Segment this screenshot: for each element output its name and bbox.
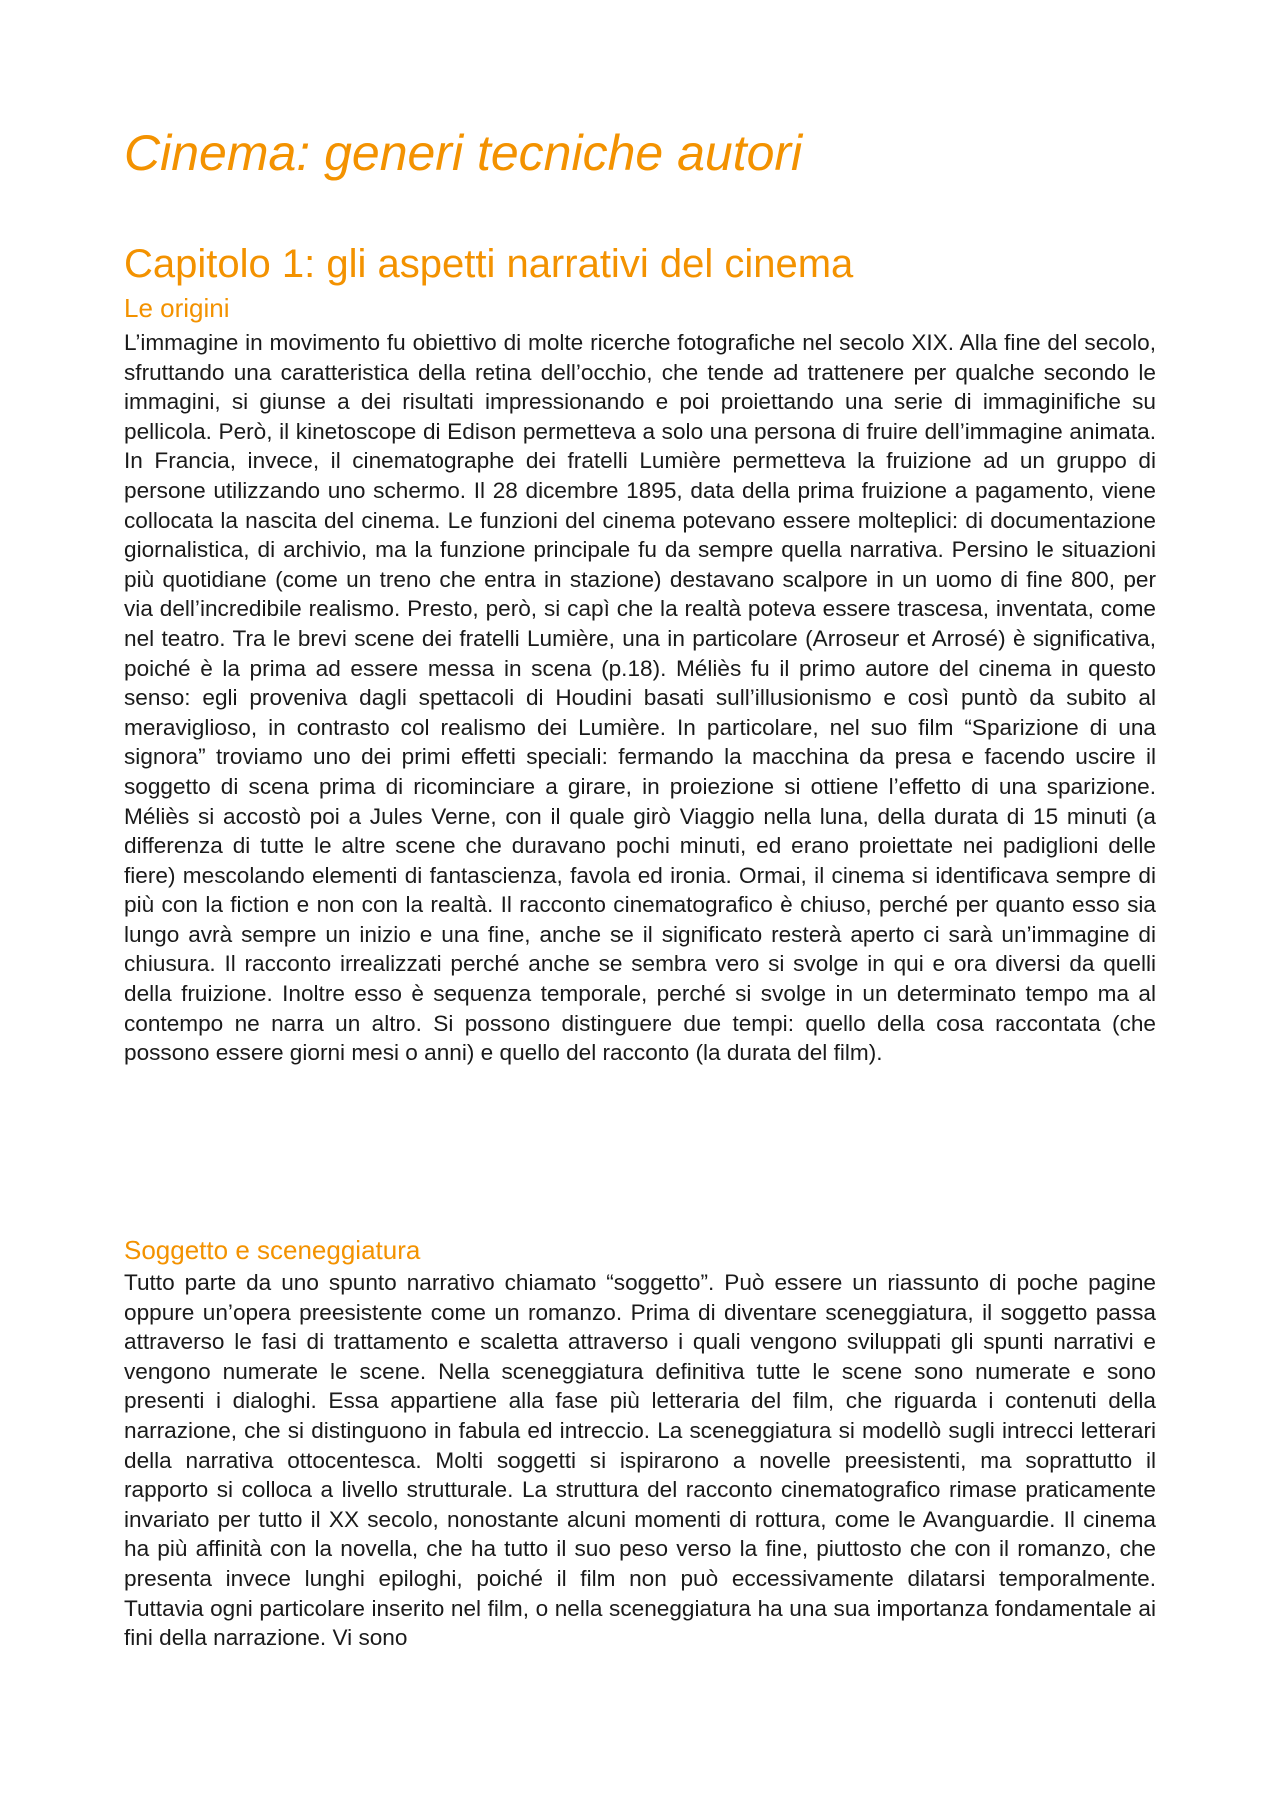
document-title: Cinema: generi tecniche autori [124,125,803,181]
section-heading-soggetto-e-sceneggiatura: Soggetto e sceneggiatura [124,1235,421,1265]
section-heading-le-origini: Le origini [124,293,230,323]
section-paragraph-soggetto-e-sceneggiatura: Tutto parte da uno spunto narrativo chiamato “soggetto”. Può essere un riassunto di poche pagine oppure un’opera preesistente come un romanzo. Prima di diventare sceneggiatura, il soggetto passa attraverso le fasi di trattamento e scaletta attraverso i quali vengono sviluppati gli spunti narrativi e vengono numerate le scene. Nella sceneggiatura definitiva tutte le scene sono numerate e sono presenti i dialoghi. Essa appartiene alla fase più letteraria del film, che riguarda i contenuti della narrazione, che si distinguono in fabula ed intreccio. La sceneggiatura si modellò sugli intrecci letterari della narrativa ottocentesca. Molti soggetti si ispirarono a novelle preesistenti, ma soprattutto il rapporto si colloca a livello strutturale. La struttura del racconto cinematografico rimase praticamente invariato per tutto il XX secolo, nonostante alcuni momenti di rottura, come le Avanguardie. Il cinema ha più affinità con la novella, che ha tutto il suo peso verso la fine, piuttosto che con il romanzo, che presenta invece lunghi epiloghi, poiché il film non può eccessivamente dilatarsi temporalmente. Tuttavia ogni particolare inserito nel film, o nella sceneggiatura ha una sua importanza fondamentale ai fini della narrazione. Vi sono [124,1270,1156,1651]
section-paragraph-le-origini: L’immagine in movimento fu obiettivo di molte ricerche fotografiche nel secolo XIX. Alla fine del secolo, sfruttando una caratteristica della retina dell’occhio, che tende ad trattenere per qualche secondo le immagini, si giunse a dei risultati impressionando e poi proiettando una serie di immaginifiche su pellicola. Però, il kinetoscope di Edison permetteva a solo una persona di fruire dell’immagine animata. In Francia, invece, il cinematographe dei fratelli Lumière permetteva la fruizione ad un gruppo di persone utilizzando uno schermo. Il 28 dicembre 1895, data della prima fruizione a pagamento, viene collocata la nascita del cinema. Le funzioni del cinema potevano essere molteplici: di documentazione giornalistica, di archivio, ma la funzione principale fu da sempre quella narrativa. Persino le situazioni più quotidiane (come un treno che entra in stazione) destavano scalpore in un uomo di fine 800, per via dell’incredibile realismo. Presto, però, si capì che la realtà poteva essere trascesa, inventata, come nel teatro. Tra le brevi scene dei fratelli Lumière, una in particolare (Arroseur et Arrosé) è significativa, poiché è la prima ad essere messa in scena (p.18). Méliès fu il primo autore del cinema in questo senso: egli proveniva dagli spettacoli di Houdini basati sull’illusionismo e così puntò da subito al meraviglioso, in contrasto col realismo dei Lumière. In particolare, nel suo film “Sparizione di una signora” troviamo uno dei primi effetti speciali: fermando la macchina da presa e facendo uscire il soggetto di scena prima di ricominciare a girare, in proiezione si ottiene l’effetto di una sparizione. Méliès si accostò poi a Jules Verne, con il quale girò Viaggio nella luna, della durata di 15 minuti (a differenza di tutte le altre scene che duravano pochi minuti, ed erano proiettate nei padiglioni delle fiere) mescolando elementi di fantascienza, favola ed ironia. Ormai, il cinema si identificava sempre di più con la fiction e non con la realtà. Il racconto cinematografico è chiuso, perché per quanto esso sia lungo avrà sempre un inizio e una fine, anche se il significato resterà aperto ci sarà un’immagine di chiusura. Il racconto irrealizzati perché anche se sembra vero si svolge in qui e ora diversi da quelli della fruizione. Inoltre esso è sequenza temporale, perché si svolge in un determinato tempo ma al contempo ne narra un altro. Si possono distinguere due tempi: quello della cosa raccontata (che possono essere giorni mesi o anni) e quello del racconto (la durata del film). [124,330,1156,1066]
chapter-title: Capitolo 1: gli aspetti narrativi del cinema [124,242,854,286]
